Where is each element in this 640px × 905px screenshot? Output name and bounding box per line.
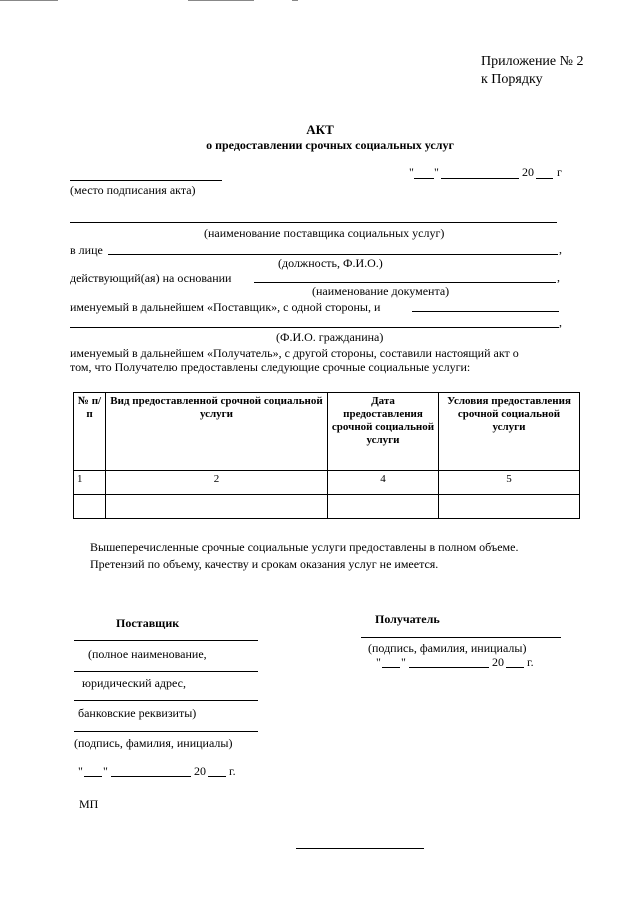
- doc-title: АКТ: [306, 122, 334, 137]
- table-cell: 2: [106, 471, 328, 495]
- supplier-line: [74, 671, 258, 672]
- recipient-date-day-line: [382, 667, 400, 668]
- scan-artifact: [188, 0, 254, 2]
- table-row: [74, 495, 580, 519]
- recipient-date-suffix: г.: [527, 655, 534, 669]
- table-cell: [328, 495, 439, 519]
- in-person-label: в лице: [70, 243, 103, 257]
- supplier-date-quote-open: ": [78, 764, 83, 778]
- supplier-date-year: 20: [194, 764, 206, 778]
- date-year-line: [536, 178, 553, 179]
- recipient-text-line-2: том, что Получателю предоставлены следующие срочные социальные услуги:: [70, 360, 471, 374]
- header-number: № п/п: [74, 393, 106, 471]
- date-year-suffix: г: [557, 165, 562, 179]
- appendix-line-1: Приложение № 2: [481, 54, 584, 69]
- table-cell: 1: [74, 471, 106, 495]
- recipient-date-year: 20: [492, 655, 504, 669]
- recipient-line: [361, 637, 561, 638]
- supplier-bank: банковские реквизиты): [78, 706, 197, 720]
- supplier-date-quote-close: ": [103, 764, 108, 778]
- supplier-date-month-line: [111, 776, 191, 777]
- acting-line: [254, 282, 556, 283]
- header-service-type: Вид предоставленной срочной социальной услуги: [106, 393, 328, 471]
- date-year-prefix: 20: [522, 165, 534, 179]
- comma: ,: [559, 242, 562, 256]
- supplier-line: [74, 700, 258, 701]
- place-caption: (место подписания акта): [70, 183, 196, 197]
- date-day-line: [414, 178, 434, 179]
- conclusion-line-1: Вышеперечисленные срочные социальные услуги предоставлены в полном объеме.: [90, 540, 519, 554]
- comma: ,: [557, 270, 560, 284]
- recipient-title: Получатель: [375, 612, 440, 626]
- table-cell: [106, 495, 328, 519]
- provider-caption: (наименование поставщика социальных услуг): [204, 226, 445, 240]
- scan-artifact: [292, 0, 298, 2]
- comma: ,: [559, 315, 562, 329]
- supplier-signature-caption: (подпись, фамилия, инициалы): [74, 736, 233, 750]
- named-label: именуемый в дальнейшем «Поставщик», с одной стороны, и: [70, 300, 381, 314]
- date-quote-open: ": [409, 165, 414, 179]
- date-quote-close: ": [434, 165, 439, 179]
- acting-label: действующий(ая) на основании: [70, 271, 232, 285]
- supplier-date-year-line: [208, 776, 226, 777]
- date-month-line: [441, 178, 519, 179]
- supplier-title: Поставщик: [116, 616, 180, 630]
- conclusion-line-2: Претензий по объему, качеству и срокам оказания услуг не имеется.: [90, 557, 439, 571]
- recipient-date-year-line: [506, 667, 524, 668]
- recipient-date-quote-close: ": [401, 655, 406, 669]
- recipient-date-quote-open: ": [376, 655, 381, 669]
- services-table: [73, 392, 580, 519]
- header-date: Дата предоставления срочной социальной услуги: [328, 393, 439, 471]
- stamp-label: МП: [79, 797, 99, 811]
- in-person-caption: (должность, Ф.И.О.): [278, 256, 383, 270]
- supplier-date-suffix: г.: [229, 764, 236, 778]
- table-cell: 5: [439, 471, 580, 495]
- scan-artifact: [0, 0, 58, 2]
- in-person-line: [108, 254, 558, 255]
- doc-subtitle: о предоставлении срочных социальных услуг: [206, 138, 454, 152]
- acting-caption: (наименование документа): [312, 284, 450, 298]
- citizen-line: [70, 327, 559, 328]
- recipient-signature-caption: (подпись, фамилия, инициалы): [368, 641, 527, 655]
- recipient-text-line-1: именуемый в дальнейшем «Получатель», с другой стороны, составили настоящий акт о: [70, 346, 519, 360]
- header-conditions: Условия предоставления срочной социальной услуги: [439, 393, 580, 471]
- supplier-line: [74, 640, 258, 641]
- place-line: [70, 180, 222, 181]
- table-cell: 4: [328, 471, 439, 495]
- provider-name-line: [70, 222, 557, 223]
- table-row: [74, 471, 580, 495]
- supplier-address: юридический адрес,: [82, 676, 186, 690]
- table-cell: [439, 495, 580, 519]
- bottom-divider: [296, 848, 424, 849]
- citizen-caption: (Ф.И.О. гражданина): [276, 330, 384, 344]
- named-line: [412, 311, 559, 312]
- appendix-line-2: к Порядку: [481, 72, 543, 87]
- recipient-date-month-line: [409, 667, 489, 668]
- supplier-date-day-line: [84, 776, 102, 777]
- supplier-full-name: (полное наименование,: [88, 647, 207, 661]
- table-cell: [74, 495, 106, 519]
- table-header-row: [74, 393, 580, 471]
- supplier-line: [74, 731, 258, 732]
